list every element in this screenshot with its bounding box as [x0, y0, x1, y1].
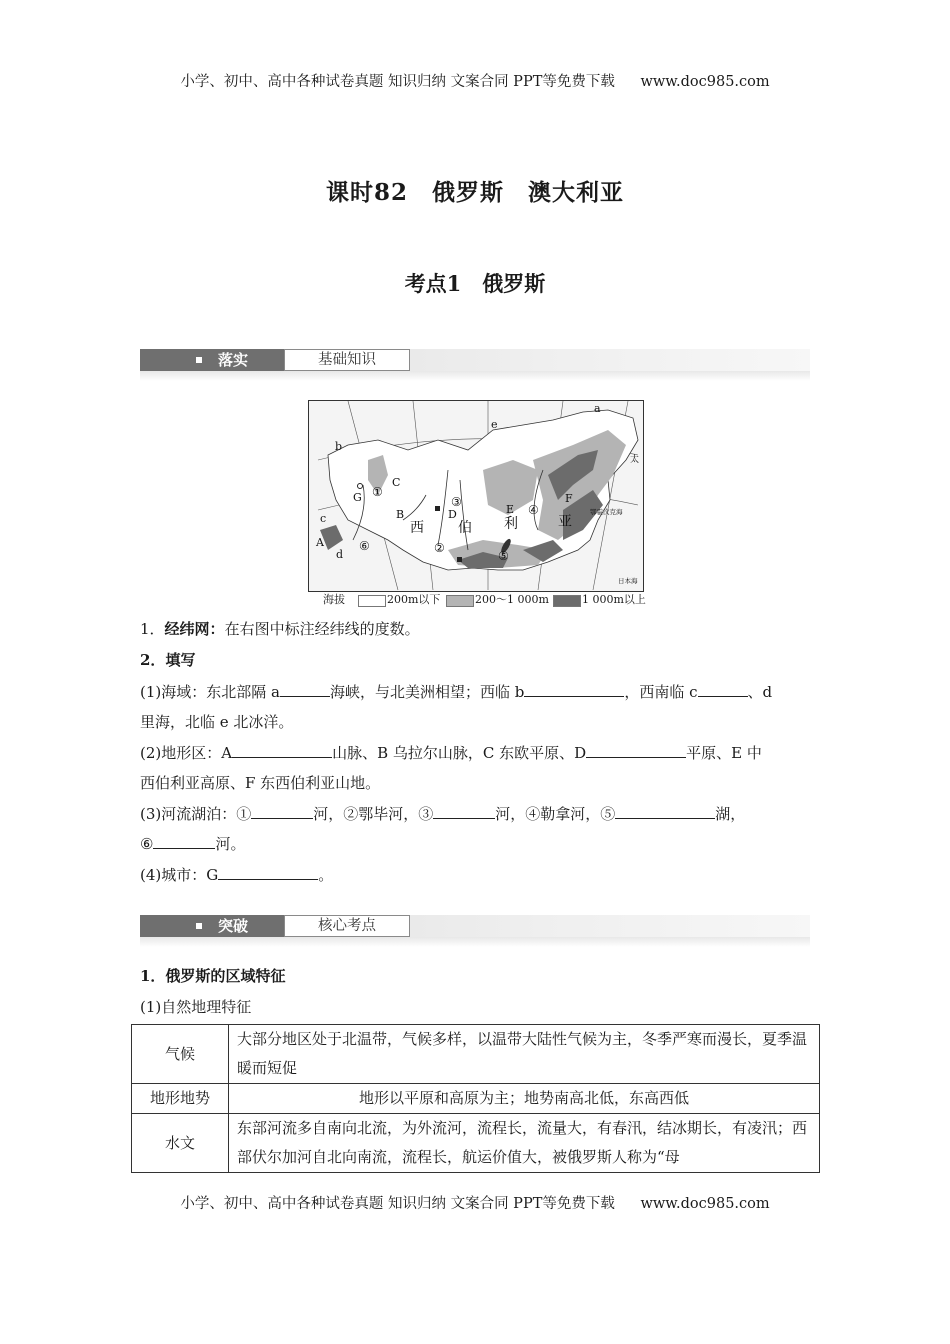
blank-field[interactable]: [433, 802, 495, 819]
map-num-5: ⑤: [498, 549, 509, 563]
fill-text: 。: [318, 866, 334, 884]
row-value: 地形以平原和高原为主；地势南高北低，东高西低: [229, 1084, 820, 1114]
map-num-2: ②: [434, 541, 445, 555]
row-value: 大部分地区处于北温带，气候多样，以温带大陆性气候为主，冬季严寒而漫长，夏季温暖而短促: [229, 1025, 820, 1084]
section-subheading: (1)自然地理特征: [140, 998, 252, 1016]
natural-features-table: [131, 1024, 820, 1173]
map-label-D: D: [448, 508, 457, 521]
table-row: [132, 1084, 820, 1114]
legend-title: 海拔: [323, 593, 345, 606]
question-2: [140, 645, 820, 675]
map-label-tai: 太: [630, 455, 640, 465]
fill-text: 、d: [747, 683, 773, 701]
legend-swatch-mid: [446, 595, 474, 607]
map-label-G: G: [353, 491, 362, 504]
header-site[interactable]: www.doc985.com: [640, 74, 770, 90]
map-label-li: 利: [504, 516, 518, 532]
q1-text: 在右图中标注经纬线的度数。: [224, 620, 420, 638]
city-marker: [457, 557, 462, 562]
table-row: [132, 1025, 820, 1084]
map-label-japan: 日本海: [618, 577, 638, 585]
fill-line-6: [140, 829, 820, 859]
section-bar-basics: [140, 349, 810, 381]
map-num-3: ③: [451, 495, 462, 509]
map-label-okhotsk: 鄂霍次克海: [590, 508, 623, 516]
fill-line-3: [140, 738, 820, 768]
fill-line-5: [140, 799, 820, 829]
blank-field[interactable]: [615, 802, 715, 819]
row-value: 东部河流多自南向北流，为外流河，流程长，流量大，有春汛，结冰期长，有凌汛；西部伏尔加河自北向南流，流程长，航运价值大，被俄罗斯人称为“母: [229, 1114, 820, 1173]
page-header: [0, 70, 950, 91]
blank-field[interactable]: [524, 680, 624, 697]
fill-text: (2)地形区：A: [140, 744, 233, 762]
footer-site[interactable]: www.doc985.com: [640, 1196, 770, 1212]
bar-light-tab: 核心考点: [284, 915, 410, 937]
fill-text: ⑥: [140, 835, 154, 853]
fill-text: 海峡，与北美洲相望；西临 b: [329, 683, 525, 701]
row-key: 气候: [132, 1025, 229, 1084]
q1-number: 1．: [140, 620, 165, 638]
blank-field[interactable]: [153, 832, 215, 849]
page-footer: [0, 1192, 950, 1213]
fill-text: (4)城市：G: [140, 866, 219, 884]
q2-label: 填写: [165, 651, 196, 669]
fill-text: 湖，: [715, 805, 746, 823]
map-num-1: ①: [372, 485, 383, 499]
fill-text: 平原、E 中: [686, 744, 762, 762]
q2-number: 2．: [140, 651, 166, 669]
fill-line-2: 里海，北临 e 北冰洋。: [140, 713, 294, 731]
map-num-6: ⑥: [359, 539, 370, 553]
map-label-xi: 西: [410, 520, 424, 536]
map-label-d: d: [336, 548, 344, 561]
city-marker: [435, 506, 440, 511]
fill-text: (3)河流湖泊：①: [140, 805, 252, 823]
footer-text: 小学、初中、高中各种试卷真题 知识归纳 文案合同 PPT等免费下载: [180, 1196, 615, 1212]
question-1: [140, 614, 820, 644]
russia-map: [308, 400, 644, 592]
blank-field[interactable]: [232, 741, 332, 758]
bar-dark-tab: [140, 915, 284, 937]
section-bar-core: [140, 915, 810, 947]
row-key: 水文: [132, 1114, 229, 1173]
bar-dark-tab: [140, 349, 284, 371]
section-heading: 1．俄罗斯的区域特征: [140, 967, 286, 985]
city-g-marker: [358, 484, 363, 489]
table-row: [132, 1114, 820, 1173]
fill-text: 河。: [215, 835, 246, 853]
header-text: 小学、初中、高中各种试卷真题 知识归纳 文案合同 PPT等免费下载: [180, 74, 615, 90]
map-num-4: ④: [528, 503, 539, 517]
map-label-b: b: [335, 440, 343, 453]
fill-text: ，西南临 c: [624, 683, 698, 701]
q1-label: 经纬网：: [164, 620, 225, 638]
map-label-e: e: [491, 418, 498, 431]
square-icon: [196, 357, 202, 363]
map-label-A: A: [316, 536, 324, 549]
map-label-C: C: [392, 476, 401, 489]
map-label-F: F: [565, 492, 573, 505]
fill-text: 河，④勒拿河，⑤: [495, 805, 616, 823]
map-label-a: a: [594, 402, 601, 415]
bar-dark-label: 落实: [218, 351, 249, 369]
fill-line-1: [140, 677, 820, 707]
page-title: 课时82 俄罗斯 澳大利亚: [325, 179, 624, 206]
legend-low: 200m以下: [387, 593, 441, 606]
fill-line-4: 西伯利亚高原、F 东西伯利亚山地。: [140, 774, 381, 792]
map-label-ya: 亚: [558, 514, 572, 530]
legend-high: 1 000m以上: [582, 593, 646, 606]
blank-field[interactable]: [698, 680, 748, 697]
blank-field[interactable]: [586, 741, 686, 758]
map-label-bo: 伯: [458, 520, 472, 536]
blank-field[interactable]: [280, 680, 330, 697]
bar-light-tab: 基础知识: [284, 349, 410, 371]
map-label-E: E: [506, 503, 515, 516]
blank-field[interactable]: [218, 863, 318, 880]
fill-text: 山脉、B 乌拉尔山脉，C 东欧平原、D: [332, 744, 587, 762]
fill-text: 河，②鄂毕河，③: [313, 805, 434, 823]
map-label-c: c: [320, 512, 327, 525]
fill-text: (1)海域：东北部隔 a: [140, 683, 280, 701]
row-key: 地形地势: [132, 1084, 229, 1114]
blank-field[interactable]: [251, 802, 313, 819]
legend-swatch-high: [553, 595, 581, 607]
legend-mid: 200～1 000m: [475, 593, 549, 606]
section-title: 考点1 俄罗斯: [404, 271, 546, 296]
map-label-B: B: [396, 508, 405, 521]
bar-dark-label: 突破: [218, 917, 249, 935]
fill-line-7: [140, 860, 820, 890]
square-icon: [196, 923, 202, 929]
legend-swatch-low: [358, 595, 386, 607]
